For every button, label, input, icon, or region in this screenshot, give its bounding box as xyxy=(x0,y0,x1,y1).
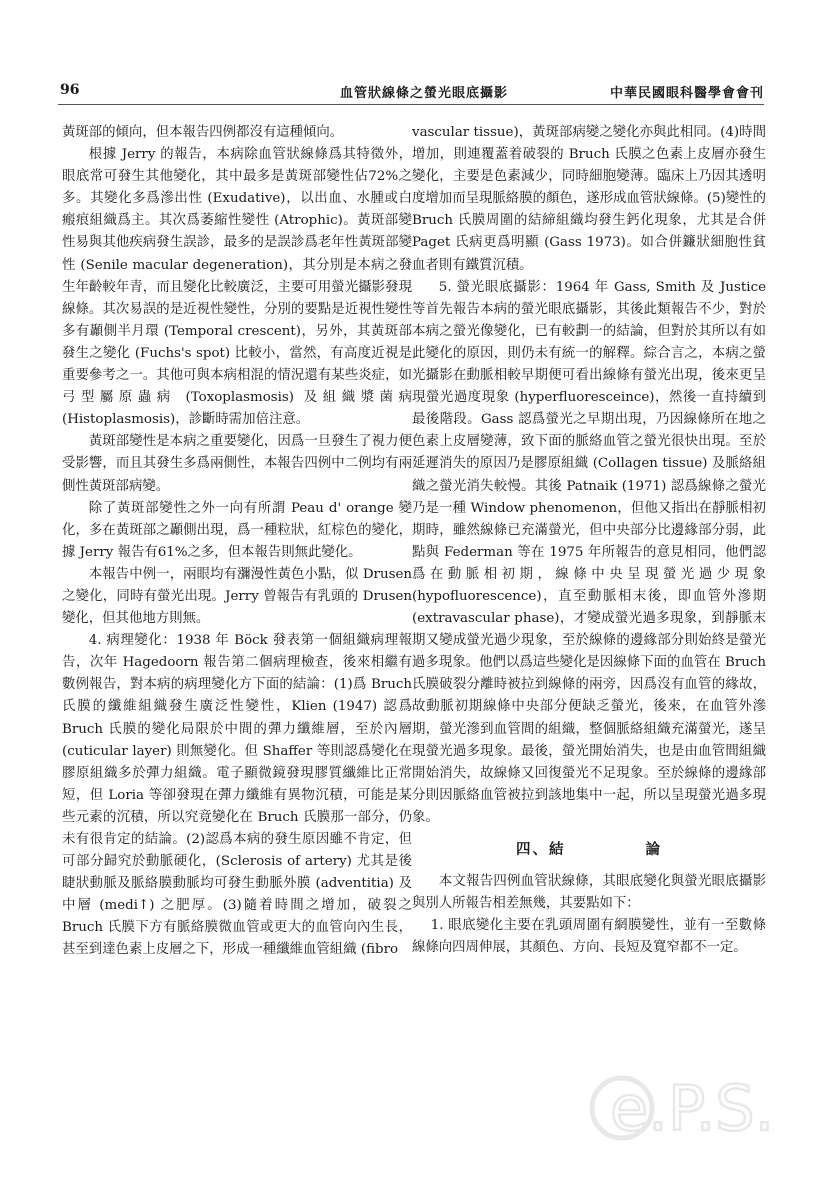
paragraph: 除了黃斑部變性之外一向有所謂 Peau d' orange 變化，多在黃斑部之顳側出現，爲一種粒狀，紅棕色的變化，據 Jerry 報告有61%之多，但本報告則無此變化。 xyxy=(62,500,412,560)
conclusion-intro: 本文報告四例血管狀線條，其眼底變化與螢光眼底攝影與別人所報告相差無幾，其要點如下： xyxy=(412,874,766,912)
conclusion-item: 1. 眼底變化主要在乳頭周圍有網膜變性，並有一至數條線條向四周伸展，其顏色、方向、長短及寬窄都不一定。 xyxy=(412,918,766,956)
page-number: 96 xyxy=(60,82,80,98)
left-column xyxy=(62,122,412,962)
header-rule xyxy=(58,104,764,105)
paragraph: 5. 螢光眼底攝影：1964 年 Gass, Smith 及 Justice 等首先報告本病的螢光眼底攝影，其後此類報告不少，對於本病之螢光像變化，已有較劃一的結論，但對於其所以有如此變化的原因，則仍未有統一的解釋。綜合言之，本病之螢光攝影在動脈相較早期便可看出線條有螢光出現，後來更呈現螢光過度現象 (hyperfluoresceince)，然後一直持續到最後階段。Gass 認爲螢光之早期出現，乃因線條所在地之色素上皮層變薄，致下面的脈絡血管之螢光很快出現。至於延遲消失的原因乃是膠原組織 (Collagen tissue) 及脈絡組織之螢光消失較慢。其後 Patnaik (1971) 認爲線條之螢光乃是一種 Window phenomenon，但他又指出在靜脈相初期時，雖然線條已充滿螢光，但中央部分比邊緣部分弱，此點與 Federman 等在 1975 年所報告的意見相同，他們認爲在動脈相初期，線條中央呈現螢光過少現象 (hypofluorescence)，直至動脈相末後，即血管外滲期 (extravascular phase)，才變成螢光過多現象，到靜脈末期又變成螢光過少現象，至於線條的邊緣部分則始終是螢光過多現象。他們以爲這些變化是因線條下面的血管在 Bruch 氏膜破裂分離時被拉到線條的兩旁，因爲沒有血管的緣故，故動脈初期線條中央部分便缺乏螢光，後來，在血管外滲期，螢光滲到血管間的組織，整個脈絡組織充滿螢光，遂呈現螢光過多現象。最後，螢光開始消失，也是由血管間組織開始消失，故線條又回復螢光不足現象。至於線條的邊緣部分則因脈絡血管被拉到該地集中一起，所以呈現螢光過多現象。 xyxy=(412,279,766,825)
paragraph: 黃斑部變性是本病之重要變化，因爲一旦發生了視力便受影響，而且其發生多爲兩側性，本報告四例中二例均有兩側性黃斑部病變。 xyxy=(62,434,412,494)
paragraph: 本報告中例一，兩眼均有瀰漫性黃色小點，似 Drusen 之變化，同時有螢光出現。Jerry 曾報告有乳頭的 Drusen 變化，但其他地方則無。 xyxy=(62,566,412,627)
paragraph: 根據 Jerry 的報告，本病除血管狀線條爲其特徵外，眼底常可發生其他變化，其中最多是黃斑部變性佔72%之多。其變化多爲滲出性 (Exudative)，以出血、水腫或白瘢痕組織爲主。其次爲萎縮性變性 (Atrophic)。黃斑部變性易與其他疾病發生誤診，最多的是誤診爲老年性黃斑部變性 (Senile macular degeneration)，其分別是本病之發生年齡較年青，而且變化比較廣泛，主要可用螢光攝影發現線條。其次易誤的是近視性變性，分別的要點是近視性變性多有顳側半月環 (Temporal crescent)，另外，其黃斑部發生之變化 (Fuchs's spot) 比較小，當然，有高度近視是重要參考之一。其他可與本病相混的情況還有某些炎症，如弓型屬原蟲病 (Toxoplasmosis) 及組織漿菌病 (Histoplasmosis)，診斷時需加倍注意。 xyxy=(62,147,412,428)
journal-name: 中華民國眼科醫學會會刊 xyxy=(609,86,764,101)
eps-watermark-logo xyxy=(588,1050,798,1160)
section-heading-number: 四、結 xyxy=(516,841,566,858)
paragraph: 4. 病理變化：1938 年 Böck 發表第一個組織病理報告，次年 Hagedoorn 報告第二個病理檢查，後來相繼有數例報告，對本病的病理變化方下面的結論：(1)爲 Bruch 氏膜的纖維組織發生廣泛性變性，Klien (1947) 認爲 Bruch 氏膜的變化局限於中間的彈力纖維層，至於內層 (cuticular layer) 則無變化。但 Shaffer 等則認爲變化在膠原組織多於彈力組織。電子顯微鏡發現膠質纖維比正常短，但 Loria 等卻發現在彈力纖維有異物沉積，可能是某些元素的沉積，所以究竟變化在 Bruch 氏膜那一部分，仍未有很肯定的結論。(2)認爲本病的發生原因雖不肯定，但可部分歸究於動脈硬化，(Sclerosis of artery) 尤其是後睫狀動脈及脈絡膜動脈均可發生動脈外膜 (adventitia) 及中層 (medi↑) 之肥厚。(3)隨着時間之增加，破裂之 Bruch 氏膜下方有脈絡膜微血管或更大的血管向內生長，甚至到達色素上皮層之下，形成一種纖維血管組織 (fibro xyxy=(62,633,412,958)
running-title: 血管狀線條之螢光眼底攝影 xyxy=(340,86,509,101)
paragraph: vascular tissue)，黃斑部病變之變化亦與此相同。(4)時間增加，則連覆蓋着破裂的 Bruch 氏膜之色素上皮層亦發生變化，主要是色素減少，同時細胞變薄。臨床上乃因其透明度增加而呈現脈絡膜的顏色，遂形成血管狀線條。(5)變性的 Bruch 氏膜周圍的結締組織均發生鈣化現象，尤其是合併 Paget 氏病更爲明顯 (Gass 1973)。如合併鐮狀細胞性貧血者則有鐵質沉積。 xyxy=(412,125,766,273)
section-heading-word: 論 xyxy=(645,841,662,858)
paragraph: 黃斑部的傾向，但本報告四例都沒有這種傾向。 xyxy=(62,125,344,140)
section-heading xyxy=(412,839,766,861)
right-column xyxy=(412,122,766,959)
watermark-text: e.P.S. xyxy=(610,1072,775,1145)
